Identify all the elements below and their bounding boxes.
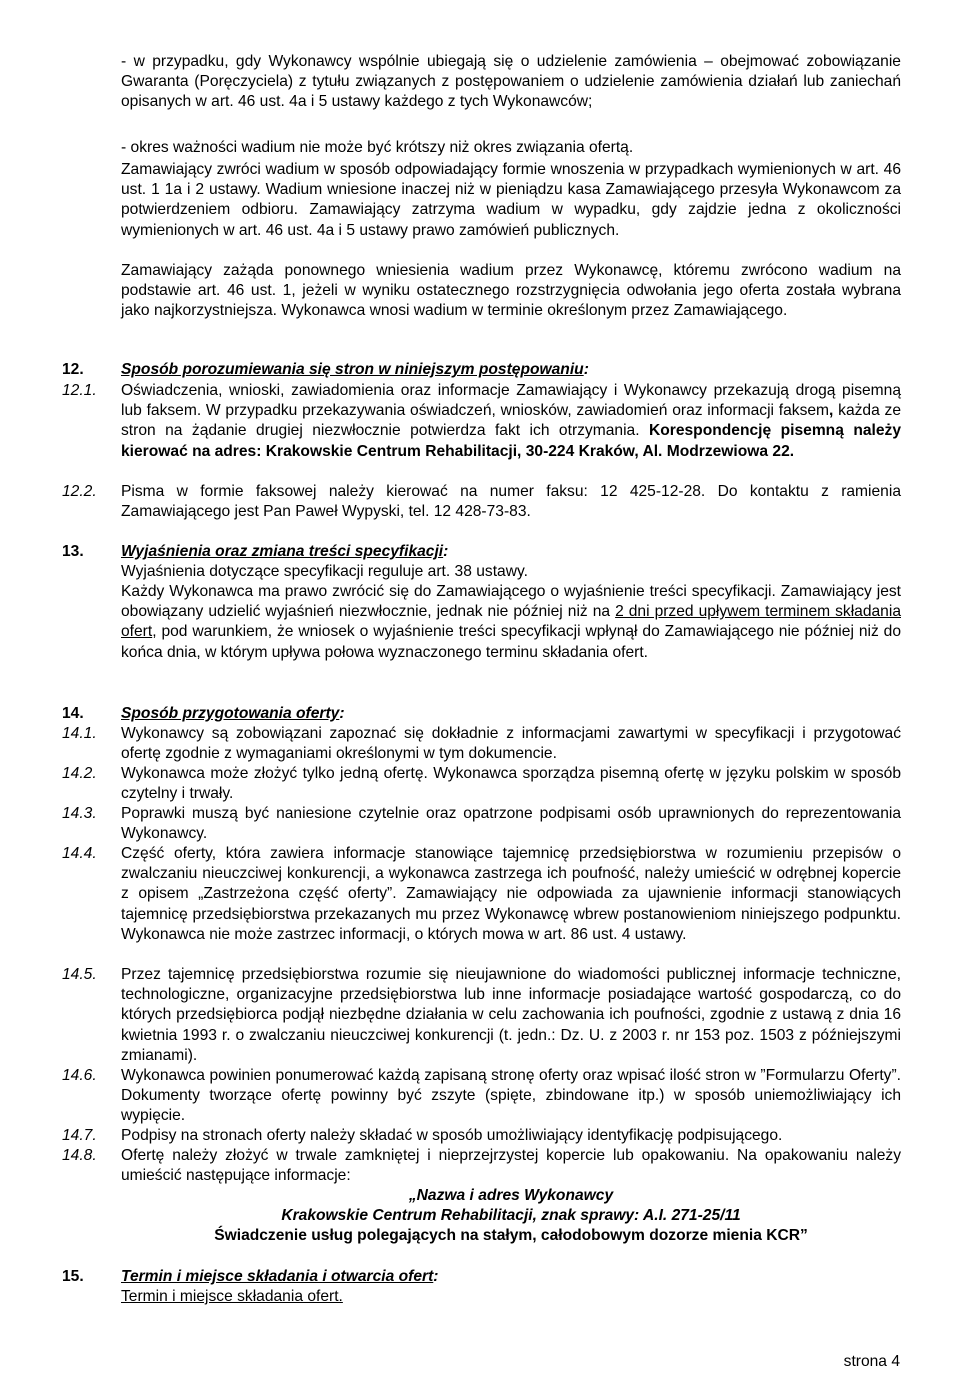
item-number: 14.8. (62, 1147, 97, 1164)
section-title: Termin i miejsce składania i otwarcia ofert (121, 1268, 434, 1285)
item-number: 14.5. (62, 966, 97, 983)
section-title: Wyjaśnienia oraz zmiana treści specyfikacji (121, 543, 444, 560)
paragraph-text-cont: , pod warunkiem, że wniosek o wyjaśnienie treści specyfikacji wpłynął do Zamawiającego nie później niż do końca dnia, w którym upływa połowa wyznaczonego terminu składania ofert. (121, 623, 901, 661)
item-text: Ofertę należy złożyć w trwale zamkniętej i nieprzejrzystej kopercie lub opakowaniu. Na opakowaniu należy umieścić następujące informacje: (121, 1147, 901, 1185)
section-14-4 (62, 844, 901, 945)
section-13-heading (62, 542, 901, 562)
deadline-text: 2 dni przed upływem terminem składania ofert (121, 603, 901, 641)
item-text: Wykonawca powinien ponumerować każdą zapisaną stronę oferty oraz wpisać ilość stron w ”Formularzu Oferty”. Dokumenty tworzące ofertę powinny być zszyte (spięte, zbindowane itp.) w sposób uniemożliwiający ich wypięcie. (121, 1067, 901, 1125)
section-13-paragraph (121, 582, 901, 663)
item-text: Wykonawcy są zobowiązani zapoznać się dokładnie z informacjami zawartymi w specyfikacji i przygotować ofertę zgodnie z wymaganiami określonymi w tym dokumencie. (121, 725, 901, 763)
section-14-7 (62, 1126, 901, 1146)
section-12-heading (62, 360, 901, 380)
section-number: 13. (62, 543, 84, 560)
section-14-6 (62, 1066, 901, 1127)
section-14-1 (62, 724, 901, 764)
item-text-cont: każda ze stron na żądanie drugiej niezwłocznie potwierdza fakt ich otrzymania. (121, 402, 901, 440)
item-number: 12.2. (62, 483, 97, 500)
title-colon: : (339, 705, 345, 722)
envelope-label-line-2: Krakowskie Centrum Rehabilitacji, znak sprawy: A.I. 271-25/11 (281, 1207, 741, 1224)
section-14-8 (62, 1146, 901, 1186)
item-text: Oświadczenia, wnioski, zawiadomienia oraz informacje Zamawiający i Wykonawcy przekazują drogą pisemną lub faksem. W przypadku przekazywania oświadczeń, wniosków, zawiadomień oraz informacji faksem (121, 382, 901, 420)
item-number: 14.7. (62, 1127, 97, 1144)
section-number: 14. (62, 705, 84, 722)
item-text: Poprawki muszą być naniesione czytelnie oraz opatrzone podpisami osób uprawnionych do reprezentowania Wykonawcy. (121, 805, 901, 843)
item-text: Część oferty, która zawiera informacje stanowiące tajemnicę przedsiębiorstwa w rozumieniu przepisów o zwalczaniu nieuczciwej konkurencji, a wykonawca zastrzega ich poufność, należy umieścić w odrębnej kopercie z opisem „Zastrzeżona część oferty”. Zamawiający nie odpowiada za ujawnienie informacji stanowiących tajemnicę przedsiębiorstwa przekazanych mu przez Wykonawcę wbrew postanowieniom niniejszego podpunktu. Wykonawca nie może zastrzec informacji, o których mowa w art. 86 ust. 4 ustawy. (121, 845, 901, 943)
item-number: 14.3. (62, 805, 97, 822)
item-number: 14.2. (62, 765, 97, 782)
item-number: 14.6. (62, 1067, 97, 1084)
paragraph-text: Każdy Wykonawca ma prawo zwrócić się do Zamawiającego o wyjaśnienie treści specyfikacji. Zamawiający jest obowiązany udzielić wyjaśnień niezwłocznie, jednak nie później niż na (121, 583, 901, 621)
subheading-text: Termin i miejsce składania ofert. (121, 1288, 343, 1305)
item-text: Pisma w formie faksowej należy kierować na numer faksu: 12 425-12-28. Do kontaktu z ramienia Zamawiającego jest Pan Paweł Wypyski, tel. 12 428-73-83. (121, 483, 901, 521)
section-14-2 (62, 764, 901, 804)
section-12-1 (62, 381, 901, 462)
page-number: strona 4 (843, 1353, 900, 1370)
section-14-5 (62, 965, 901, 1066)
section-number: 12. (62, 361, 84, 378)
item-number: 14.4. (62, 845, 97, 862)
section-15-heading (62, 1267, 901, 1287)
item-text: Przez tajemnicę przedsiębiorstwa rozumie się nieujawnione do wiadomości publicznej informacje techniczne, technologiczne, organizacyjne przedsiębiorstwa lub inne informacje posiadające wartość gospodarczą, co do których przedsiębiorca podjął niezbędne działania w celu zachowania ich poufności, zgodnie z ustawą z dnia 16 kwietnia 1993 r. o zwalczaniu nieuczciwej konkurencji (t. jedn.: Dz. U. z 2003 r. nr 153 poz. 1503 z późniejszymi zmianami). (121, 966, 901, 1064)
intro-paragraph-2: - okres ważności wadium nie może być krótszy niż okres związania ofertą. (121, 139, 634, 156)
section-12-2 (62, 482, 901, 522)
envelope-label-line-3: Świadczenie usług polegających na stałym, całodobowym dozorze mienia KCR” (214, 1227, 808, 1244)
intro-paragraph-3: Zamawiający zwróci wadium w sposób odpowiadający formie wnoszenia w przypadkach wymienionych w art. 46 ust. 1 1a i 2 ustawy. Wadium wniesione inaczej niż w pieniądzu kasa Zamawiającego przesyła Wykonawcom za potwierdzeniem odbioru. Zamawiający zatrzyma wadium w wypadku, gdy zajdzie jedna z okoliczności wymienionych w art. 46 ust. 4a i 5 ustawy prawo zamówień publicznych. (121, 161, 901, 239)
intro-paragraph-1: - w przypadku, gdy Wykonawcy wspólnie ubiegają się o udzielenie zamówienia – obejmować zobowiązanie Gwaranta (Poręczyciela) z tytułu związanych z postępowaniem o udzielenie zamówienia działań lub zaniechań opisanych w art. 46 ust. 4a i 5 ustawy każdego z tych Wykonawców; (121, 53, 901, 111)
section-number: 15. (62, 1268, 84, 1285)
title-colon: : (583, 361, 589, 378)
section-15-sub (121, 1287, 901, 1307)
item-text: Wykonawca może złożyć tylko jedną ofertę. Wykonawca sporządza pisemną ofertę w języku polskim w sposób czytelny i trwały. (121, 765, 901, 803)
title-colon: : (433, 1268, 439, 1285)
title-colon: : (443, 543, 449, 560)
item-text: Podpisy na stronach oferty należy składać w sposób umożliwiający identyfikację podpisującego. (121, 1127, 783, 1144)
section-title: Sposób przygotowania oferty (121, 705, 340, 722)
item-text-comma: , (829, 402, 834, 420)
correspondence-address: Korespondencję pisemną należy kierować na adres: Krakowskie Centrum Rehabilitacji, 30-224 Kraków, Al. Modrzewiowa 22. (121, 422, 901, 460)
item-number: 14.1. (62, 725, 97, 742)
section-13-line-1: Wyjaśnienia dotyczące specyfikacji reguluje art. 38 ustawy. (121, 563, 528, 580)
section-14-3 (62, 804, 901, 844)
section-14-heading (62, 704, 901, 724)
intro-paragraph-4: Zamawiający zażąda ponownego wniesienia wadium przez Wykonawcę, któremu zwrócono wadium na podstawie art. 46 ust. 1, jeżeli w wyniku ostatecznego rozstrzygnięcia odwołania jego oferta została wybrana jako najkorzystniejsza. Wykonawca wnosi wadium w terminie określonym przez Zamawiającego. (121, 262, 901, 320)
envelope-label-line-1: „Nazwa i adres Wykonawcy (408, 1187, 614, 1204)
section-title: Sposób porozumiewania się stron w niniejszym postępowaniu (121, 361, 584, 378)
item-number: 12.1. (62, 382, 97, 399)
